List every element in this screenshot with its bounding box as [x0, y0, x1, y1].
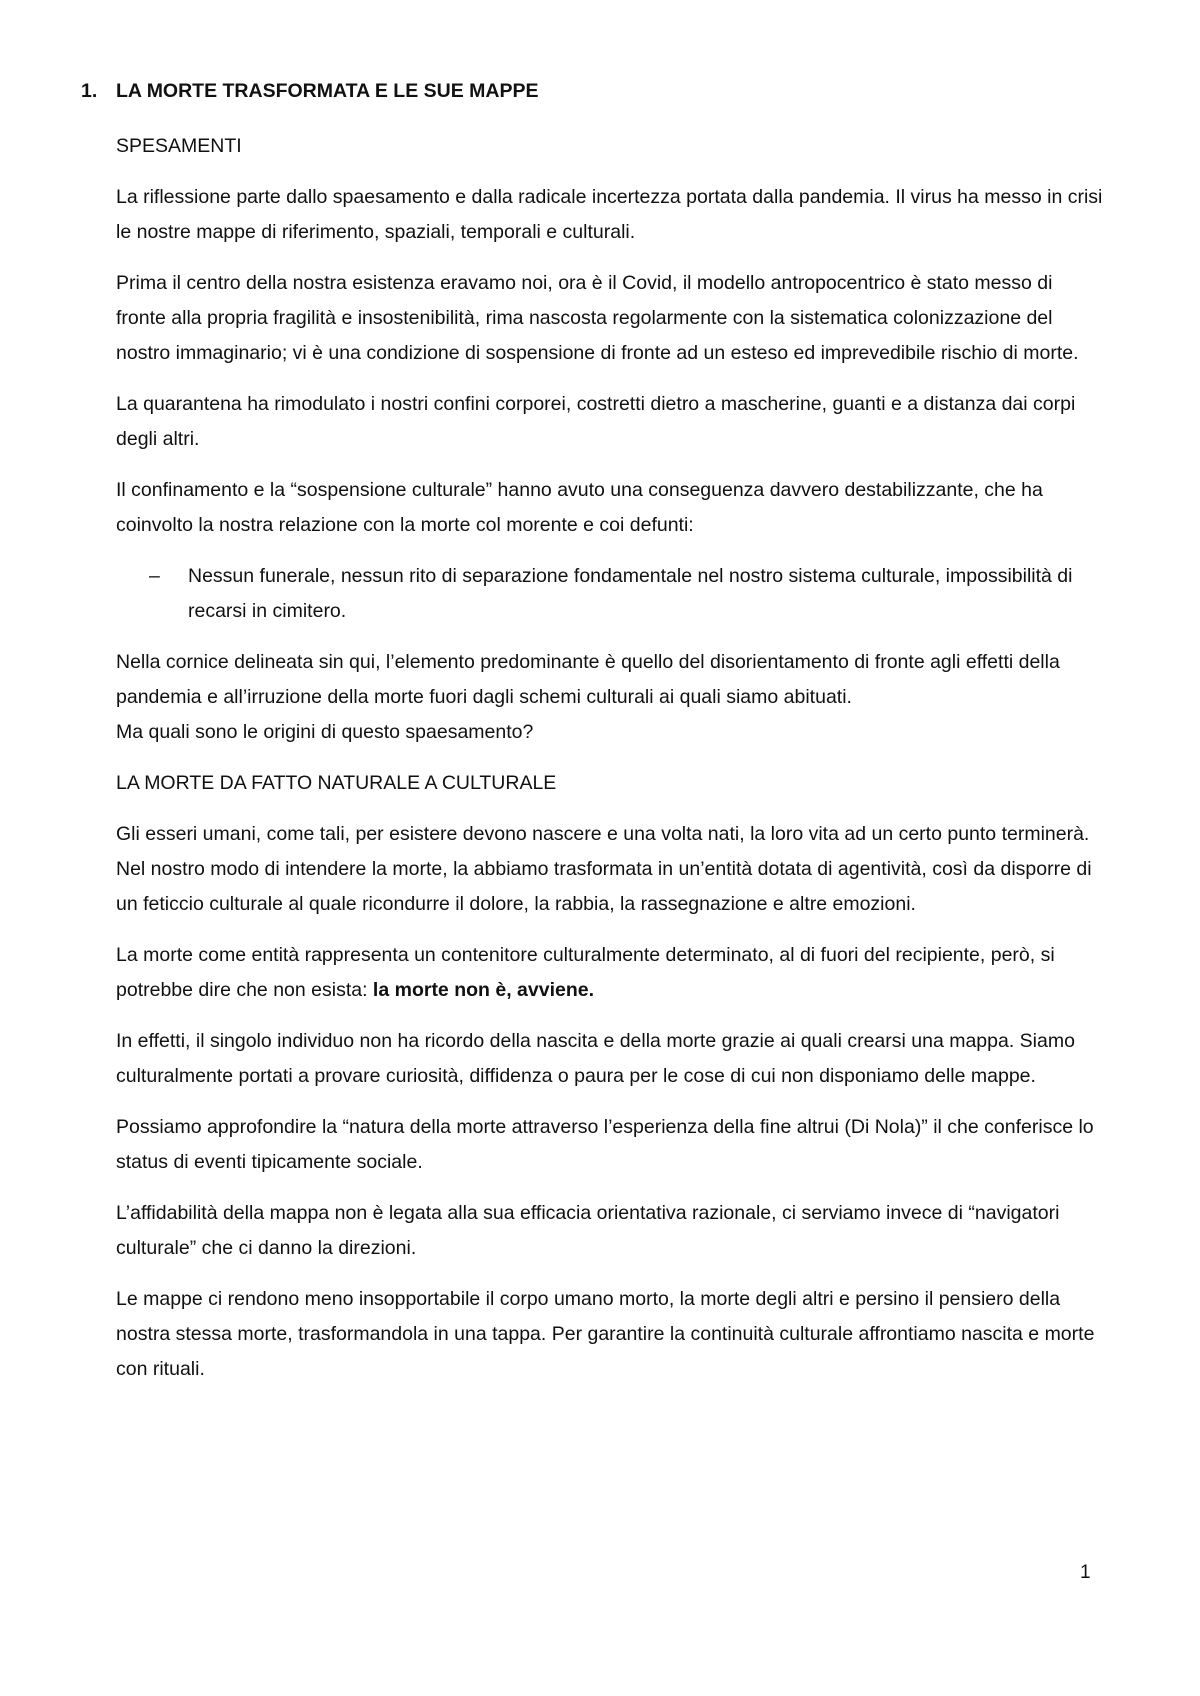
paragraph: [116, 938, 1106, 1008]
bold-phrase: la morte non è, avviene: [372, 979, 589, 1001]
chapter-title: LA MORTE TRASFORMATA E LE SUE MAPPE: [116, 80, 539, 102]
paragraph: Il confinamento e la “sospensione culturale” hanno avuto una conseguenza davvero destabilizzante, che ha coinvolto la nostra relazione con la morte col morente e coi defunti:: [116, 479, 1043, 536]
paragraph: Prima il centro della nostra esistenza eravamo noi, ora è il Covid, il modello antropocentrico è stato messo di fronte alla propria fragilità e insostenibilità, rima nascosta regolarmente con la sistematica colonizzazione del nostro immaginario; vi è una condizione di sospensione di fronte ad un esteso ed imprevedibile rischio di morte.: [116, 272, 1079, 364]
paragraph: La quarantena ha rimodulato i nostri confini corporei, costretti dietro a mascherine, guanti e a distanza dai corpi degli altri.: [116, 393, 1076, 450]
page-number: 1: [1080, 1562, 1091, 1583]
chapter-number: 1.: [81, 80, 98, 102]
paragraph: [116, 645, 1106, 750]
paragraph: La riflessione parte dallo spaesamento e dalla radicale incertezza portata dalla pandemia. Il virus ha messo in crisi le nostre mappe di riferimento, spaziali, temporali e culturali.: [116, 186, 1103, 243]
paragraph: Gli esseri umani, come tali, per esistere devono nascere e una volta nati, la loro vita ad un certo punto terminerà. Nel nostro modo di intendere la morte, la abbiamo trasformata in un’entità dotata di agentività, così da disporre di un feticcio culturale al quale ricondurre il dolore, la rabbia, la rassegnazione e altre emozioni.: [116, 823, 1092, 915]
paragraph-question: Ma quali sono le origini di questo spaesamento?: [116, 721, 534, 743]
paragraph: Possiamo approfondire la “natura della morte attraverso l’esperienza della fine altrui (Di Nola)” il che conferisce lo status di eventi tipicamente sociale.: [116, 1116, 1094, 1173]
bullet-text: Nessun funerale, nessun rito di separazione fondamentale nel nostro sistema culturale, impossibilità di recarsi in cimitero.: [188, 565, 1073, 622]
paragraph: Le mappe ci rendono meno insopportabile il corpo umano morto, la morte degli altri e persino il pensiero della nostra stessa morte, trasformandola in una tappa. Per garantire la continuità culturale affrontiamo nascita e morte con rituali.: [116, 1288, 1095, 1380]
section-title-spesamenti: SPESAMENTI: [116, 135, 242, 157]
page-content: [81, 74, 1106, 1403]
bold-period: .: [588, 979, 595, 1001]
section-title-morte: LA MORTE DA FATTO NATURALE A CULTURALE: [116, 772, 557, 794]
chapter-heading: [81, 74, 1106, 109]
bullet-item: [116, 559, 1106, 629]
paragraph-line: Nella cornice delineata sin qui, l’elemento predominante è quello del disorientamento di fronte agli effetti della pandemia e all’irruzione della morte fuori dagli schemi culturali ai quali siamo abituati.: [116, 651, 1060, 708]
bullet-dash: –: [149, 565, 160, 587]
paragraph: L’affidabilità della mappa non è legata alla sua efficacia orientativa razionale, ci serviamo invece di “navigatori culturale” che ci danno la direzioni.: [116, 1202, 1060, 1259]
paragraph: In effetti, il singolo individuo non ha ricordo della nascita e della morte grazie ai quali crearsi una mappa. Siamo culturalmente portati a provare curiosità, diffidenza o paura per le cose di cui non disponiamo delle mappe.: [116, 1030, 1075, 1087]
paragraph-text: La morte come entità rappresenta un contenitore culturalmente determinato, al di fuori del recipiente, però, si potrebbe dire che non esista:: [116, 944, 1055, 1001]
